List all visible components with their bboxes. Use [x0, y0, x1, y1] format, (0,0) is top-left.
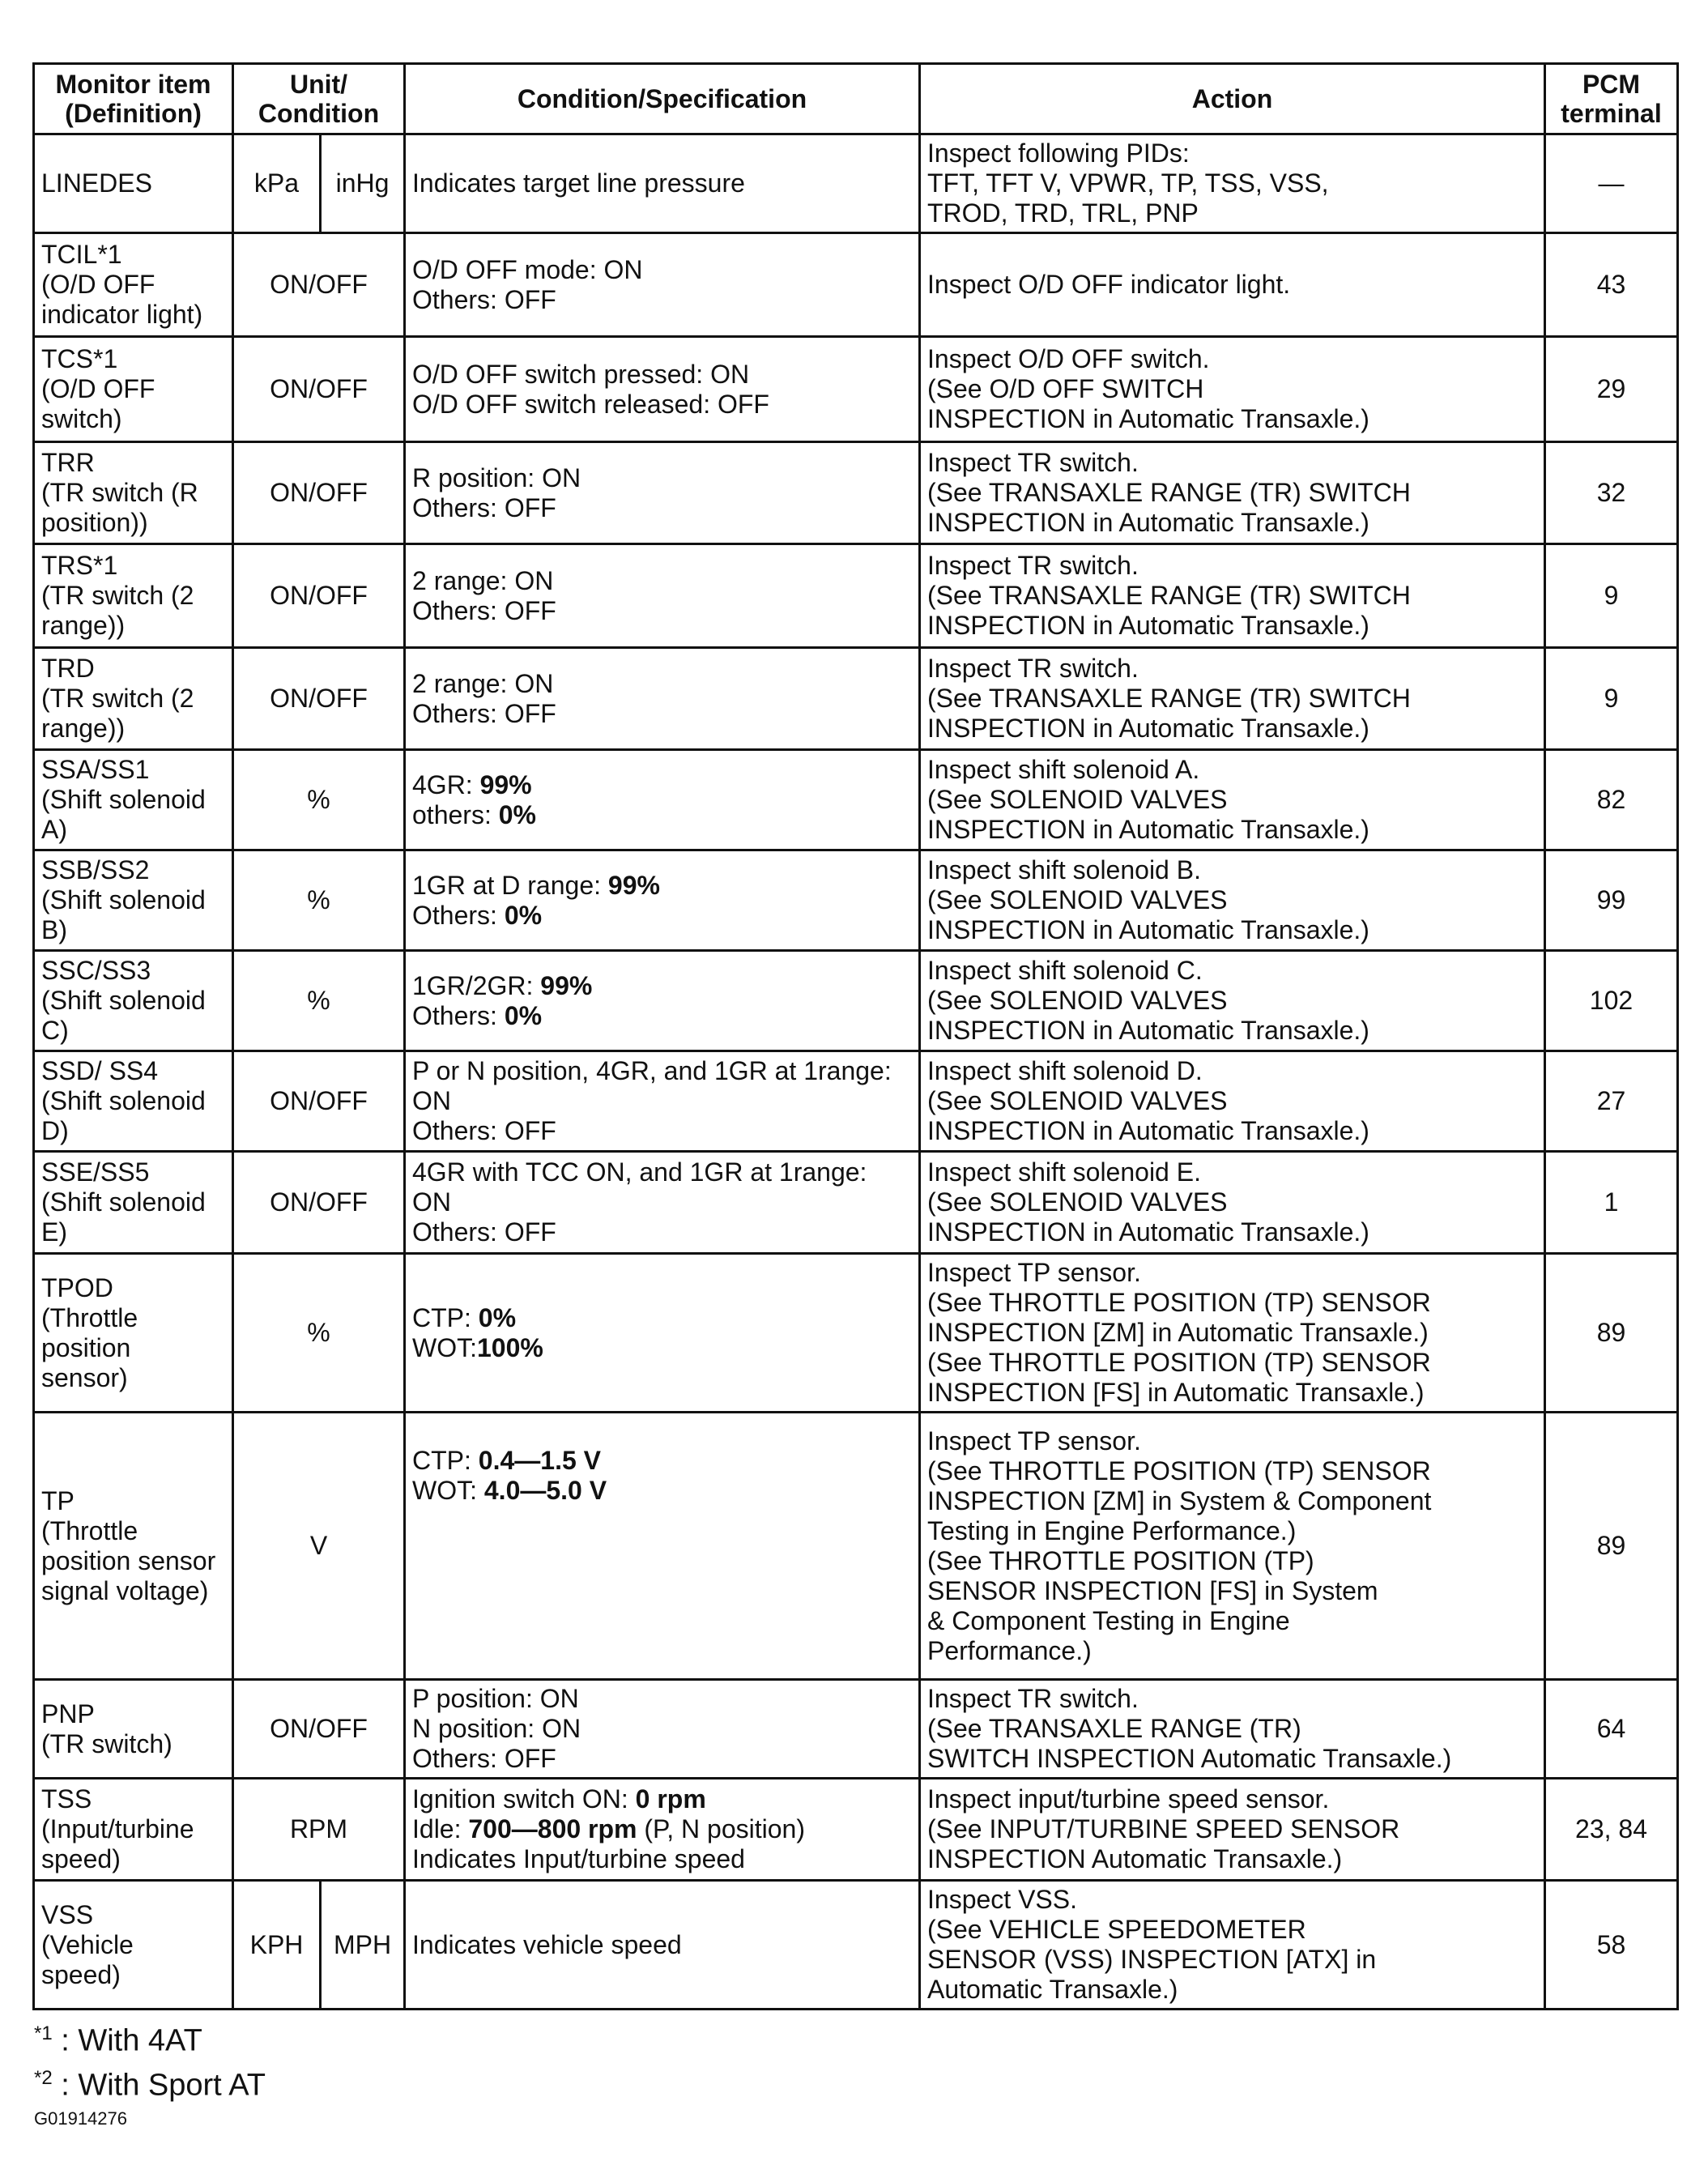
item-line: position sensor	[41, 1545, 216, 1575]
cell-pcm-terminal: 27	[1545, 1051, 1678, 1152]
cell-pcm-terminal: 9	[1545, 648, 1678, 750]
item-line: B)	[41, 915, 67, 944]
cell-condition-specification	[405, 1152, 920, 1254]
condition-line: Others: OFF	[412, 1744, 556, 1773]
action-line: (See TRANSAXLE RANGE (TR) SWITCH	[927, 684, 1411, 713]
table-row	[34, 648, 1678, 750]
cell-condition-specification	[405, 951, 920, 1051]
header-action: Action	[920, 64, 1545, 134]
cell-pcm-terminal: 89	[1545, 1254, 1678, 1413]
cell-monitor-item	[34, 750, 233, 850]
cell-condition-specification	[405, 442, 920, 544]
action-line: Inspect shift solenoid E.	[927, 1157, 1201, 1187]
item-line: (Shift solenoid	[41, 785, 206, 814]
action-line: (See INPUT/TURBINE SPEED SENSOR	[927, 1814, 1400, 1843]
action-line: Inspect TP sensor.	[927, 1258, 1141, 1287]
cell-condition-specification	[405, 850, 920, 951]
item-line: TRD	[41, 654, 95, 683]
action-line: Inspect VSS.	[927, 1885, 1077, 1914]
cell-monitor-item	[34, 233, 233, 337]
action-line: INSPECTION in Automatic Transaxle.)	[927, 404, 1369, 433]
condition-line: 2 range: ON	[412, 668, 554, 698]
cell-pcm-terminal: 23, 84	[1545, 1779, 1678, 1881]
cell-pcm-terminal: —	[1545, 134, 1678, 233]
item-line: SSE/SS5	[41, 1157, 150, 1187]
cell-monitor-item	[34, 1254, 233, 1413]
cell-unit-metric: KPH	[233, 1881, 321, 2010]
table-row	[34, 1779, 1678, 1881]
cell-action	[920, 233, 1545, 337]
cell-unit-condition: %	[233, 1254, 405, 1413]
condition-line: CTP: 0.4—1.5 V	[412, 1446, 601, 1475]
item-line: (Shift solenoid	[41, 885, 206, 914]
condition-line: 1GR at D range: 99%	[412, 870, 660, 900]
table-row	[34, 1051, 1678, 1152]
condition-line: Others: 0%	[412, 900, 543, 930]
cell-monitor-item	[34, 134, 233, 233]
cell-monitor-item	[34, 1779, 233, 1881]
cell-pcm-terminal: 1	[1545, 1152, 1678, 1254]
cell-condition-specification	[405, 1680, 920, 1779]
action-line: (See THROTTLE POSITION (TP) SENSOR	[927, 1348, 1431, 1377]
cell-condition-specification	[405, 1881, 920, 2010]
item-line: TP	[41, 1485, 75, 1515]
action-line: (See THROTTLE POSITION (TP)	[927, 1545, 1314, 1575]
cell-action	[920, 1051, 1545, 1152]
cell-condition-specification	[405, 337, 920, 442]
condition-line: 1GR/2GR: 99%	[412, 970, 593, 1000]
item-line: (TR switch (2	[41, 581, 194, 610]
condition-line: Indicates Input/turbine speed	[412, 1844, 745, 1873]
header-condition-specification: Condition/Specification	[405, 64, 920, 134]
condition-line: Indicates target line pressure	[412, 168, 745, 198]
item-line: range))	[41, 611, 126, 640]
item-line: SSC/SS3	[41, 956, 151, 985]
action-line: INSPECTION in Automatic Transaxle.)	[927, 1016, 1369, 1045]
item-line: SSD/ SS4	[41, 1056, 159, 1085]
cell-unit-condition: ON/OFF	[233, 1680, 405, 1779]
action-line: INSPECTION in Automatic Transaxle.)	[927, 1116, 1369, 1145]
action-line: Inspect input/turbine speed sensor.	[927, 1784, 1330, 1814]
cell-condition-specification	[405, 1051, 920, 1152]
table-row	[34, 1680, 1678, 1779]
cell-action	[920, 850, 1545, 951]
footnote-1: $^{*1}$ : With 4AT	[34, 2022, 202, 2058]
cell-monitor-item	[34, 648, 233, 750]
cell-pcm-terminal: 29	[1545, 337, 1678, 442]
item-line: TCS*1	[41, 344, 118, 373]
item-line: D)	[41, 1116, 69, 1145]
condition-line: Indicates vehicle speed	[412, 1929, 682, 1959]
cell-unit-condition: %	[233, 951, 405, 1051]
condition-line: O/D OFF switch pressed: ON	[412, 359, 750, 389]
condition-line: Others: OFF	[412, 1116, 556, 1145]
action-line: (See SOLENOID VALVES	[927, 785, 1228, 814]
action-line: Testing in Engine Performance.)	[927, 1515, 1297, 1545]
header-monitor-item: Monitor item (Definition)	[34, 64, 233, 134]
item-line: (Throttle	[41, 1515, 138, 1545]
item-line: speed)	[41, 1959, 121, 1989]
table-row	[34, 1254, 1678, 1413]
item-line: TPOD	[41, 1272, 113, 1302]
action-line: Automatic Transaxle.)	[927, 1975, 1178, 2004]
cell-monitor-item	[34, 1881, 233, 2010]
item-line: TRR	[41, 448, 95, 477]
action-line: INSPECTION [ZM] in Automatic Transaxle.)	[927, 1318, 1429, 1347]
cell-pcm-terminal: 9	[1545, 544, 1678, 648]
item-line: position))	[41, 508, 148, 537]
item-line: (O/D OFF	[41, 374, 155, 403]
footnote-2: $^{*2}$ : With Sport AT	[34, 2066, 266, 2103]
cell-monitor-item	[34, 1051, 233, 1152]
table-row	[34, 951, 1678, 1051]
cell-unit-condition: V	[233, 1413, 405, 1680]
cell-unit-imperial: inHg	[321, 134, 405, 233]
action-line: INSPECTION in Automatic Transaxle.)	[927, 508, 1369, 537]
cell-action	[920, 951, 1545, 1051]
condition-line: WOT: 4.0—5.0 V	[412, 1476, 607, 1505]
action-line: Performance.)	[927, 1635, 1092, 1665]
condition-line: O/D OFF switch released: OFF	[412, 389, 769, 419]
cell-unit-condition: RPM	[233, 1779, 405, 1881]
cell-action	[920, 1152, 1545, 1254]
header-unit-condition: Unit/ Condition	[233, 64, 405, 134]
action-line: Inspect following PIDs:	[927, 139, 1190, 168]
table-row	[34, 750, 1678, 850]
item-line: position	[41, 1332, 131, 1362]
cell-pcm-terminal: 58	[1545, 1881, 1678, 2010]
item-line: (TR switch (2	[41, 684, 194, 713]
action-line: INSPECTION in Automatic Transaxle.)	[927, 915, 1369, 944]
cell-condition-specification	[405, 544, 920, 648]
action-line: Inspect O/D OFF switch.	[927, 344, 1210, 373]
item-line: range))	[41, 714, 126, 743]
cell-condition-specification	[405, 1413, 920, 1680]
action-line: INSPECTION [ZM] in System & Component	[927, 1485, 1432, 1515]
action-line: (See O/D OFF SWITCH	[927, 374, 1204, 403]
cell-action	[920, 1413, 1545, 1680]
cell-unit-condition: ON/OFF	[233, 442, 405, 544]
header-row	[34, 64, 1678, 134]
table-row	[34, 442, 1678, 544]
condition-line: Others: OFF	[412, 595, 556, 625]
cell-action	[920, 544, 1545, 648]
cell-pcm-terminal: 89	[1545, 1413, 1678, 1680]
condition-line: Others: OFF	[412, 284, 556, 314]
action-line: (See SOLENOID VALVES	[927, 885, 1228, 914]
condition-line: Ignition switch ON: 0 rpm	[412, 1784, 706, 1814]
action-line: (See TRANSAXLE RANGE (TR) SWITCH	[927, 581, 1411, 610]
cell-monitor-item	[34, 1413, 233, 1680]
action-line: INSPECTION in Automatic Transaxle.)	[927, 815, 1369, 844]
condition-line: Idle: 700—800 rpm (P, N position)	[412, 1814, 805, 1843]
table-row	[34, 850, 1678, 951]
condition-line: N position: ON	[412, 1714, 581, 1743]
action-line: TROD, TRD, TRL, PNP	[927, 198, 1199, 228]
action-line: INSPECTION in Automatic Transaxle.)	[927, 611, 1369, 640]
table-row	[34, 233, 1678, 337]
table-row	[34, 1413, 1678, 1680]
action-line: (See THROTTLE POSITION (TP) SENSOR	[927, 1456, 1431, 1485]
cell-monitor-item	[34, 337, 233, 442]
condition-line: WOT:100%	[412, 1332, 543, 1362]
action-line: INSPECTION Automatic Transaxle.)	[927, 1844, 1343, 1873]
cell-action	[920, 750, 1545, 850]
table-row	[34, 1881, 1678, 2010]
item-line: sensor)	[41, 1362, 128, 1392]
condition-line: O/D OFF mode: ON	[412, 254, 643, 284]
item-line: switch)	[41, 404, 122, 433]
condition-line: P position: ON	[412, 1684, 579, 1713]
action-line: INSPECTION in Automatic Transaxle.)	[927, 714, 1369, 743]
action-line: SENSOR (VSS) INSPECTION [ATX] in	[927, 1945, 1377, 1974]
cell-condition-specification	[405, 134, 920, 233]
item-line: (Shift solenoid	[41, 1187, 206, 1217]
item-line: (Input/turbine	[41, 1814, 194, 1843]
item-line: PNP	[41, 1698, 95, 1728]
cell-monitor-item	[34, 1152, 233, 1254]
action-line: Inspect O/D OFF indicator light.	[927, 270, 1291, 299]
cell-action	[920, 1881, 1545, 2010]
cell-action	[920, 442, 1545, 544]
cell-condition-specification	[405, 750, 920, 850]
action-line: Inspect TR switch.	[927, 448, 1139, 477]
cell-action	[920, 134, 1545, 233]
condition-line: Others: OFF	[412, 492, 556, 522]
condition-line: CTP: 0%	[412, 1302, 517, 1332]
cell-monitor-item	[34, 442, 233, 544]
table-row	[34, 134, 1678, 233]
cell-unit-imperial: MPH	[321, 1881, 405, 2010]
item-line: speed)	[41, 1844, 121, 1873]
item-line: (O/D OFF	[41, 270, 155, 299]
cell-unit-condition: ON/OFF	[233, 648, 405, 750]
cell-unit-condition: ON/OFF	[233, 544, 405, 648]
cell-action	[920, 1680, 1545, 1779]
cell-pcm-terminal: 102	[1545, 951, 1678, 1051]
cell-unit-condition: ON/OFF	[233, 1152, 405, 1254]
action-line: INSPECTION in Automatic Transaxle.)	[927, 1217, 1369, 1247]
header-pcm-terminal: PCM terminal	[1545, 64, 1678, 134]
action-line: Inspect shift solenoid C.	[927, 956, 1203, 985]
action-line: Inspect shift solenoid A.	[927, 755, 1200, 784]
action-line: & Component Testing in Engine	[927, 1605, 1290, 1635]
item-line: VSS	[41, 1899, 94, 1929]
figure-id: G01914276	[34, 2108, 127, 2129]
table-row	[34, 337, 1678, 442]
cell-action	[920, 1254, 1545, 1413]
table-body	[34, 134, 1678, 2010]
item-line: SSB/SS2	[41, 855, 150, 884]
item-line: E)	[41, 1217, 67, 1247]
cell-condition-specification	[405, 1779, 920, 1881]
cell-pcm-terminal: 32	[1545, 442, 1678, 544]
action-line: (See SOLENOID VALVES	[927, 986, 1228, 1015]
action-line: Inspect shift solenoid D.	[927, 1056, 1203, 1085]
cell-condition-specification	[405, 233, 920, 337]
item-line: TCIL*1	[41, 240, 122, 269]
action-line: SENSOR INSPECTION [FS] in System	[927, 1575, 1378, 1605]
cell-monitor-item	[34, 850, 233, 951]
cell-pcm-terminal: 99	[1545, 850, 1678, 951]
cell-unit-condition: ON/OFF	[233, 233, 405, 337]
cell-condition-specification	[405, 1254, 920, 1413]
cell-monitor-item	[34, 544, 233, 648]
cell-pcm-terminal: 43	[1545, 233, 1678, 337]
item-line: (TR switch (R	[41, 478, 198, 507]
item-line: (Shift solenoid	[41, 1086, 206, 1115]
item-line: TSS	[41, 1784, 92, 1814]
cell-action	[920, 1779, 1545, 1881]
cell-monitor-item	[34, 951, 233, 1051]
item-line: (TR switch)	[41, 1728, 173, 1758]
item-line: (Throttle	[41, 1302, 138, 1332]
condition-line: 4GR: 99%	[412, 769, 532, 799]
action-line: (See THROTTLE POSITION (TP) SENSOR	[927, 1288, 1431, 1317]
cell-pcm-terminal: 64	[1545, 1680, 1678, 1779]
action-line: Inspect TR switch.	[927, 654, 1139, 683]
action-line: Inspect shift solenoid B.	[927, 855, 1201, 884]
spec-table	[32, 62, 1679, 2010]
item-line: SSA/SS1	[41, 755, 150, 784]
item-line: (Vehicle	[41, 1929, 134, 1959]
table-row	[34, 1152, 1678, 1254]
condition-line: P or N position, 4GR, and 1GR at 1range:	[412, 1056, 892, 1085]
footnotes	[34, 2015, 266, 2103]
condition-line: 2 range: ON	[412, 565, 554, 595]
condition-line: Others: OFF	[412, 1217, 556, 1247]
action-line: (See TRANSAXLE RANGE (TR) SWITCH	[927, 478, 1411, 507]
action-line: (See SOLENOID VALVES	[927, 1187, 1228, 1217]
condition-line: Others: OFF	[412, 698, 556, 728]
action-line: (See SOLENOID VALVES	[927, 1086, 1228, 1115]
action-line: (See TRANSAXLE RANGE (TR)	[927, 1714, 1301, 1743]
cell-pcm-terminal: 82	[1545, 750, 1678, 850]
table-row	[34, 544, 1678, 648]
cell-action	[920, 648, 1545, 750]
item-line: (Shift solenoid	[41, 986, 206, 1015]
cell-unit-condition: %	[233, 850, 405, 951]
action-line: Inspect TP sensor.	[927, 1426, 1141, 1456]
condition-line: R position: ON	[412, 462, 581, 492]
action-line: Inspect TR switch.	[927, 1684, 1139, 1713]
cell-action	[920, 337, 1545, 442]
item-line: C)	[41, 1016, 69, 1045]
item-line: signal voltage)	[41, 1575, 209, 1605]
cell-unit-condition: ON/OFF	[233, 337, 405, 442]
cell-condition-specification	[405, 648, 920, 750]
item-line: A)	[41, 815, 67, 844]
cell-unit-condition: ON/OFF	[233, 1051, 405, 1152]
action-line: SWITCH INSPECTION Automatic Transaxle.)	[927, 1744, 1452, 1773]
cell-unit-condition: %	[233, 750, 405, 850]
cell-monitor-item	[34, 1680, 233, 1779]
action-line: TFT, TFT V, VPWR, TP, TSS, VSS,	[927, 168, 1329, 198]
item-line: TRS*1	[41, 551, 118, 580]
cell-unit-metric: kPa	[233, 134, 321, 233]
condition-line: Others: 0%	[412, 1000, 543, 1030]
condition-line: ON	[412, 1086, 451, 1115]
condition-line: others: 0%	[412, 799, 536, 829]
item-line: indicator light)	[41, 300, 203, 329]
condition-line: ON	[412, 1187, 451, 1217]
action-line: INSPECTION [FS] in Automatic Transaxle.)	[927, 1378, 1425, 1407]
action-line: (See VEHICLE SPEEDOMETER	[927, 1915, 1306, 1944]
condition-line: 4GR with TCC ON, and 1GR at 1range:	[412, 1157, 867, 1187]
action-line: Inspect TR switch.	[927, 551, 1139, 580]
item-line: LINEDES	[41, 168, 152, 198]
